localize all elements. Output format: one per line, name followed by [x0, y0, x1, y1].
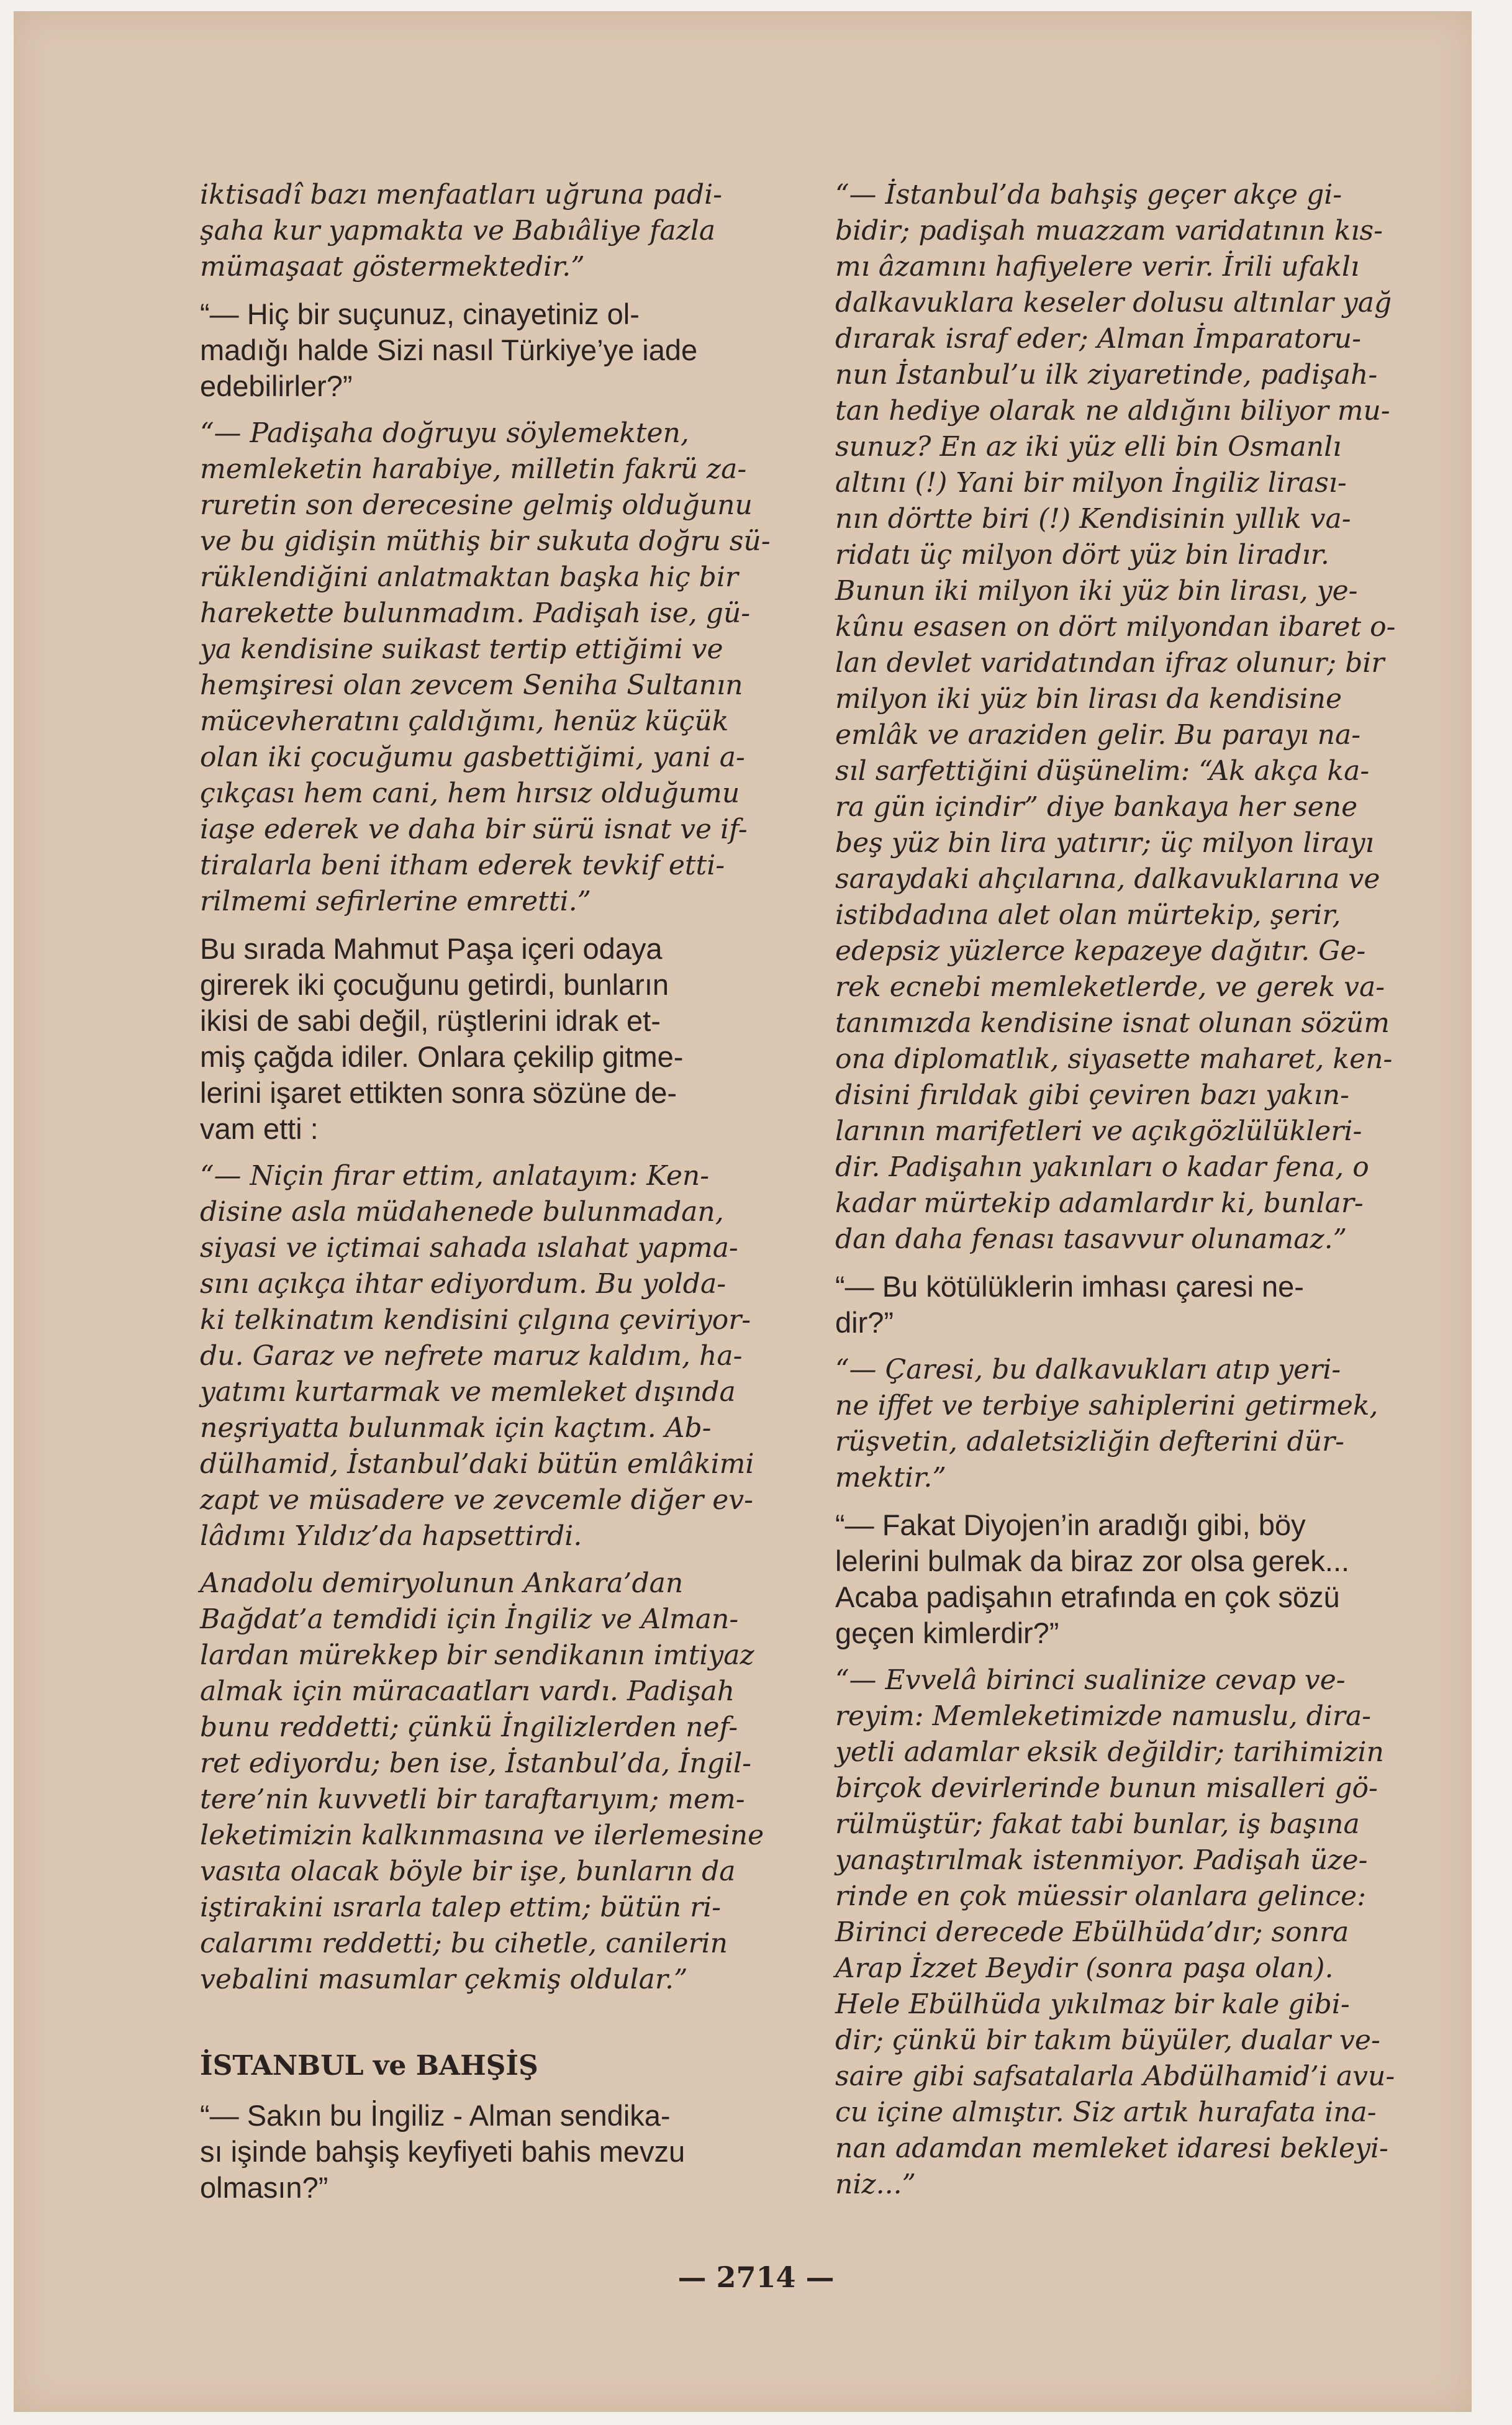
paragraph: “— Hiç bir suçunuz, cinayetiniz ol- madığı halde Sizi nasıl Türkiye’ye iade edebilirler?”: [200, 297, 698, 402]
paragraph: Bu sırada Mahmut Paşa içeri odaya girerek iki çocuğunu getirdi, bunların ikisi de sabi değil, rüştlerini idrak et- miş çağda idiler. Onlara çekilip gitme- lerini işaret ettikten sonra sözüne de- vam etti :: [200, 932, 684, 1145]
left-column: [200, 177, 802, 2217]
paragraph: “— Fakat Diyojen’in aradığı gibi, böy lelerini bulmak da biraz zor olsa gerek... Acaba padişahın etrafında en çok sözü geçen kimlerdir?”: [835, 1508, 1350, 1649]
paragraph: “— İstanbul’da bahşiş geçer akçe gi- bidir; padişah muazzam varidatının kıs- mı âzamını hafiyelere verir. İrili ufaklı dalkavuklara keseler dolusu altınlar yağ dırarak israf eder; Alman İmparatoru- nun İstanbul’u ilk ziyaretinde, padişah- tan hediye olarak ne aldığını biliyor mu- sunuz? En az iki yüz elli bin Osmanlı altını (!) Yani bir milyon İngiliz lirası- nın dörtte biri (!) Kendisinin yıllık va- ridatı üç milyon dört yüz bin liradır. Bunun iki milyon iki yüz bin lirası, ye- kûnu esasen on dört milyondan ibaret o- lan devlet varidatından ifraz olunur; bir milyon iki yüz bin lirası da kendisine emlâk ve araziden gelir. Bu parayı na- sıl sarfettiğini düşünelim: “Ak akça ka- ra gün içindir” diye bankaya her sene beş yüz bin lira yatırır; üç milyon lirayı saraydaki ahçılarına, dalkavuklarına ve istibdadına alet olan mürtekip, şerir, edepsiz yüzlerce kepazeye dağıtır. Ge- rek ecnebi memleketlerde, ve gerek va- tanımızda kendisine isnat olunan sözüm ona diplomatlık, siyasette maharet, ken- disini fırıldak gibi çeviren bazı yakın- larının marifetleri ve açıkgözlülükleri- dir. Padişahın yakınları o kadar fena, o kadar mürtekip adamlardır ki, bunlar- dan daha fenası tasavvur olunamaz.”: [835, 179, 1396, 1255]
paragraph: “— Niçin firar ettim, anlatayım: Ken- disine asla müdahenede bulunmadan, siyasi ve içtimai sahada ıslahat yapma- sını açıkça ihtar ediyordum. Bu yolda- ki telkinatım kendisini çılgına çeviriyor- du. Garaz ve nefrete maruz kaldım, ha- yatımı kurtarmak ve memleket dışında neşriyatta bulunmak için kaçtım. Ab- dülhamid, İstanbul’daki bütün emlâkimi zapt ve müsadere ve zevcemle diğer ev- lâdımı Yıldız’da hapsettirdi.: [200, 1160, 754, 1552]
paragraph: “— Evvelâ birinci sualinize cevap ve- reyim: Memleketimizde namuslu, dira- yetli adamlar eksik değildir; tarihimizin birçok devirlerinde bunun misalleri gö- rülmüştür; fakat tabi bunlar, iş başına yanaştırılmak istenmiyor. Padişah üze- rinde en çok müessir olanlara gelince: Birinci derecede Ebülhüda’dır; sonra Arap İzzet Beydir (sonra paşa olan). Hele Ebülhüda yıkılmaz bir kale gibi- dir; çünkü bir takım büyüler, dualar ve- saire gibi safsatalarla Abdülhamid’i avu- cu içine almıştır. Siz artık hurafata ina- nan adamdan memleket idaresi bekleyi- niz...”: [835, 1664, 1395, 2200]
paragraph: “— Sakın bu İngiliz - Alman sendika- sı işinde bahşiş keyfiyeti bahis mevzu olmasın?”: [200, 2099, 686, 2204]
paragraph: Anadolu demiryolunun Ankara’dan Bağdat’a temdidi için İngiliz ve Alman- lardan mürekkep bir sendikanın imtiyaz almak için müracaatları vardı. Padişah bunu reddetti; çünkü İngilizlerden nef- ret ediyordu; ben ise, İstanbul’da, İngil- tere’nin kuvvetli bir taraftarıyım; mem- leketimizin kalkınmasına ve ilerlemesine vasıta olacak böyle bir işe, bunların da iştirakini ısrarla talep ettim; bütün ri- calarımı reddetti; bu cihetle, canilerin vebalini masumlar çekmiş oldular.”: [200, 1567, 764, 1995]
paragraph: “— Çaresi, bu dalkavukları atıp yeri- ne iffet ve terbiye sahiplerini getirmek, rüşvetin, adaletsizliğin defterini dür- mektir.”: [835, 1354, 1378, 1494]
paragraph: “— Bu kötülüklerin imhası çaresi ne- dir?”: [835, 1270, 1304, 1339]
paragraph: “— Padişaha doğruyu söylemekten, memleketin harabiye, milletin fakrü za- ruretin son derecesine gelmiş olduğunu ve bu gidişin müthiş bir sukuta doğru sü- rüklendiğini anlatmaktan başka hiç bir harekette bulunmadım. Padişah ise, gü- ya kendisine suikast tertip ettiğimi ve hemşiresi olan zevcem Seniha Sultanın mücevheratını çaldığımı, henüz küçük olan iki çocuğumu gasbettiğimi, yani a- çıkçası hem cani, hem hırsız olduğumu iaşe ederek ve daha bir sürü isnat ve if- tiralarla beni itham ederek tevkif etti- rilmemi sefirlerine emretti.”: [200, 417, 771, 917]
page-number: — 2714 —: [677, 2260, 835, 2294]
right-column: [835, 177, 1437, 2214]
paragraph: iktisadî bazı menfaatları uğruna padi- şaha kur yapmakta ve Babıâliye fazla mümaşaat göstermektedir.”: [200, 179, 723, 283]
section-heading: İSTANBUL ve BAHŞİŞ: [200, 2050, 538, 2082]
